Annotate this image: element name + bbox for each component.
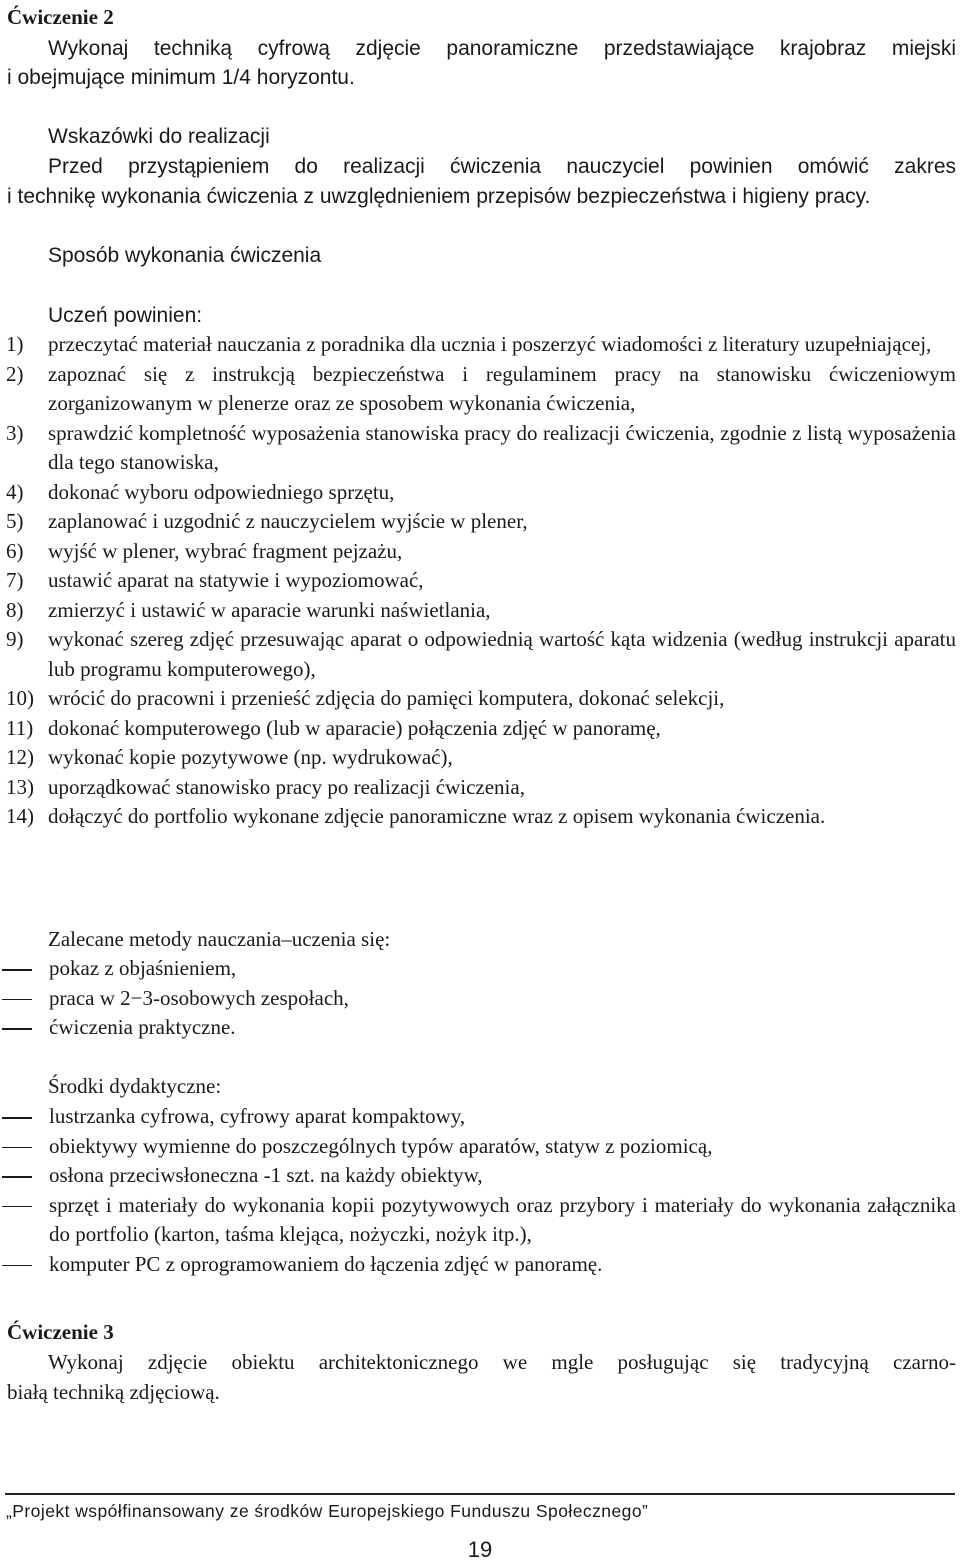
dash-bullet-icon <box>2 999 32 1001</box>
list-item: 6) wyjść w plener, wybrać fragment pejzażu, <box>6 538 403 563</box>
exercise-3-task-line-2: białą techniką zdjęciową. <box>7 1380 220 1404</box>
student-heading: Uczeń powinien: <box>48 304 203 327</box>
hints-line-2: i technikę wykonania ćwiczenia z uwzględnieniem przepisów bezpieczeństwa i higieny pracy. <box>7 185 871 208</box>
footer-divider <box>5 1493 955 1495</box>
list-item: 7) ustawić aparat na statywie i wypoziomować, <box>6 568 424 592</box>
exercise-3-task-line-1: Wykonaj zdjęcie obiektu architektonicznego we mgle posługując się tradycyjną czarno- <box>48 1350 956 1374</box>
list-item: 13) uporządkować stanowisko pracy po realizacji ćwiczenia, <box>6 774 525 799</box>
list-item: 14) dołączyć do portfolio wykonane zdjęcie panoramiczne wraz z opisem wykonania ćwiczenia. <box>6 804 826 828</box>
steps-list <box>6 330 956 832</box>
list-item: 12) wykonać kopie pozytywowe (np. wydrukować), <box>6 745 453 769</box>
list-item: lustrzanka cyfrowa, cyfrowy aparat kompaktowy, <box>2 1102 956 1132</box>
dash-bullet-icon <box>2 969 32 971</box>
aids-heading: Środki dydaktyczne: <box>48 1074 222 1098</box>
methods-list <box>2 954 956 1043</box>
dash-bullet-icon <box>2 1265 32 1267</box>
dash-bullet-icon <box>2 1206 32 1208</box>
footer-project-note: „Projekt współfinansowany ze środków Europejskiego Funduszu Społecznego” <box>6 1501 649 1521</box>
list-item: 11) dokonać komputerowego (lub w aparacie) połączenia zdjęć w panoramę, <box>6 715 661 740</box>
hints-heading: Wskazówki do realizacji <box>48 125 270 148</box>
list-item: praca w 2−3-osobowych zespołach, <box>2 984 956 1014</box>
exercise-2-title: Ćwiczenie 2 <box>7 5 114 29</box>
dash-bullet-icon <box>2 1117 32 1119</box>
list-item: komputer PC z oprogramowaniem do łączenia zdjęć w panoramę. <box>2 1250 956 1280</box>
exercise-2-task-line-2: i obejmujące minimum 1/4 horyzontu. <box>7 66 355 89</box>
list-item: pokaz z objaśnieniem, <box>2 954 956 984</box>
dash-bullet-icon <box>2 1147 32 1149</box>
list-item: osłona przeciwsłoneczna -1 szt. na każdy obiektyw, <box>2 1161 956 1191</box>
list-item: ćwiczenia praktyczne. <box>2 1013 956 1043</box>
hints-line-1: Przed przystąpieniem do realizacji ćwiczenia nauczyciel powinien omówić zakres <box>48 155 956 178</box>
dash-bullet-icon <box>2 1028 32 1030</box>
page-number: 19 <box>467 1537 493 1562</box>
methods-heading: Zalecane metody nauczania–uczenia się: <box>48 927 391 951</box>
list-item: 3) sprawdzić kompletność wyposażenia stanowiska pracy do realizacji ćwiczenia, zgodnie z listą wyposażenia dla tego stanowiska, <box>6 420 956 474</box>
list-item: 5) zaplanować i uzgodnić z nauczycielem wyjście w plener, <box>6 509 528 533</box>
list-item: 4) dokonać wyboru odpowiedniego sprzętu, <box>6 479 395 504</box>
list-item: 8) zmierzyć i ustawić w aparacie warunki naświetlania, <box>6 597 491 622</box>
list-item: sprzęt i materiały do wykonania kopii pozytywowych oraz przybory i materiały do wykonania załącznika do portfolio (karton, taśma klejąca, nożyczki, nożyk itp.), <box>2 1191 956 1250</box>
list-item: obiektywy wymienne do poszczególnych typów aparatów, statyw z poziomicą, <box>2 1132 956 1162</box>
exercise-2-task-line-1: Wykonaj techniką cyfrową zdjęcie panoramiczne przedstawiające krajobraz miejski <box>48 37 956 60</box>
list-item: 10) wrócić do pracowni i przenieść zdjęcia do pamięci komputera, dokonać selekcji, <box>6 686 725 710</box>
method-heading: Sposób wykonania ćwiczenia <box>48 244 322 267</box>
list-item: 9) wykonać szereg zdjęć przesuwając aparat o odpowiednią wartość kąta widzenia (według instrukcji aparatu lub programu komputerowego), <box>6 627 956 681</box>
exercise-3-title: Ćwiczenie 3 <box>7 1320 114 1344</box>
list-item: 1) przeczytać materiał nauczania z poradnika dla ucznia i poszerzyć wiadomości z literatury uzupełniającej, <box>6 332 932 356</box>
list-item: 2) zapoznać się z instrukcją bezpieczeństwa i regulaminem pracy na stanowisku ćwiczeniowym zorganizowanym w plenerze oraz ze sposobem wykonania ćwiczenia, <box>6 361 956 415</box>
aids-list <box>2 1102 956 1279</box>
dash-bullet-icon <box>2 1176 32 1178</box>
